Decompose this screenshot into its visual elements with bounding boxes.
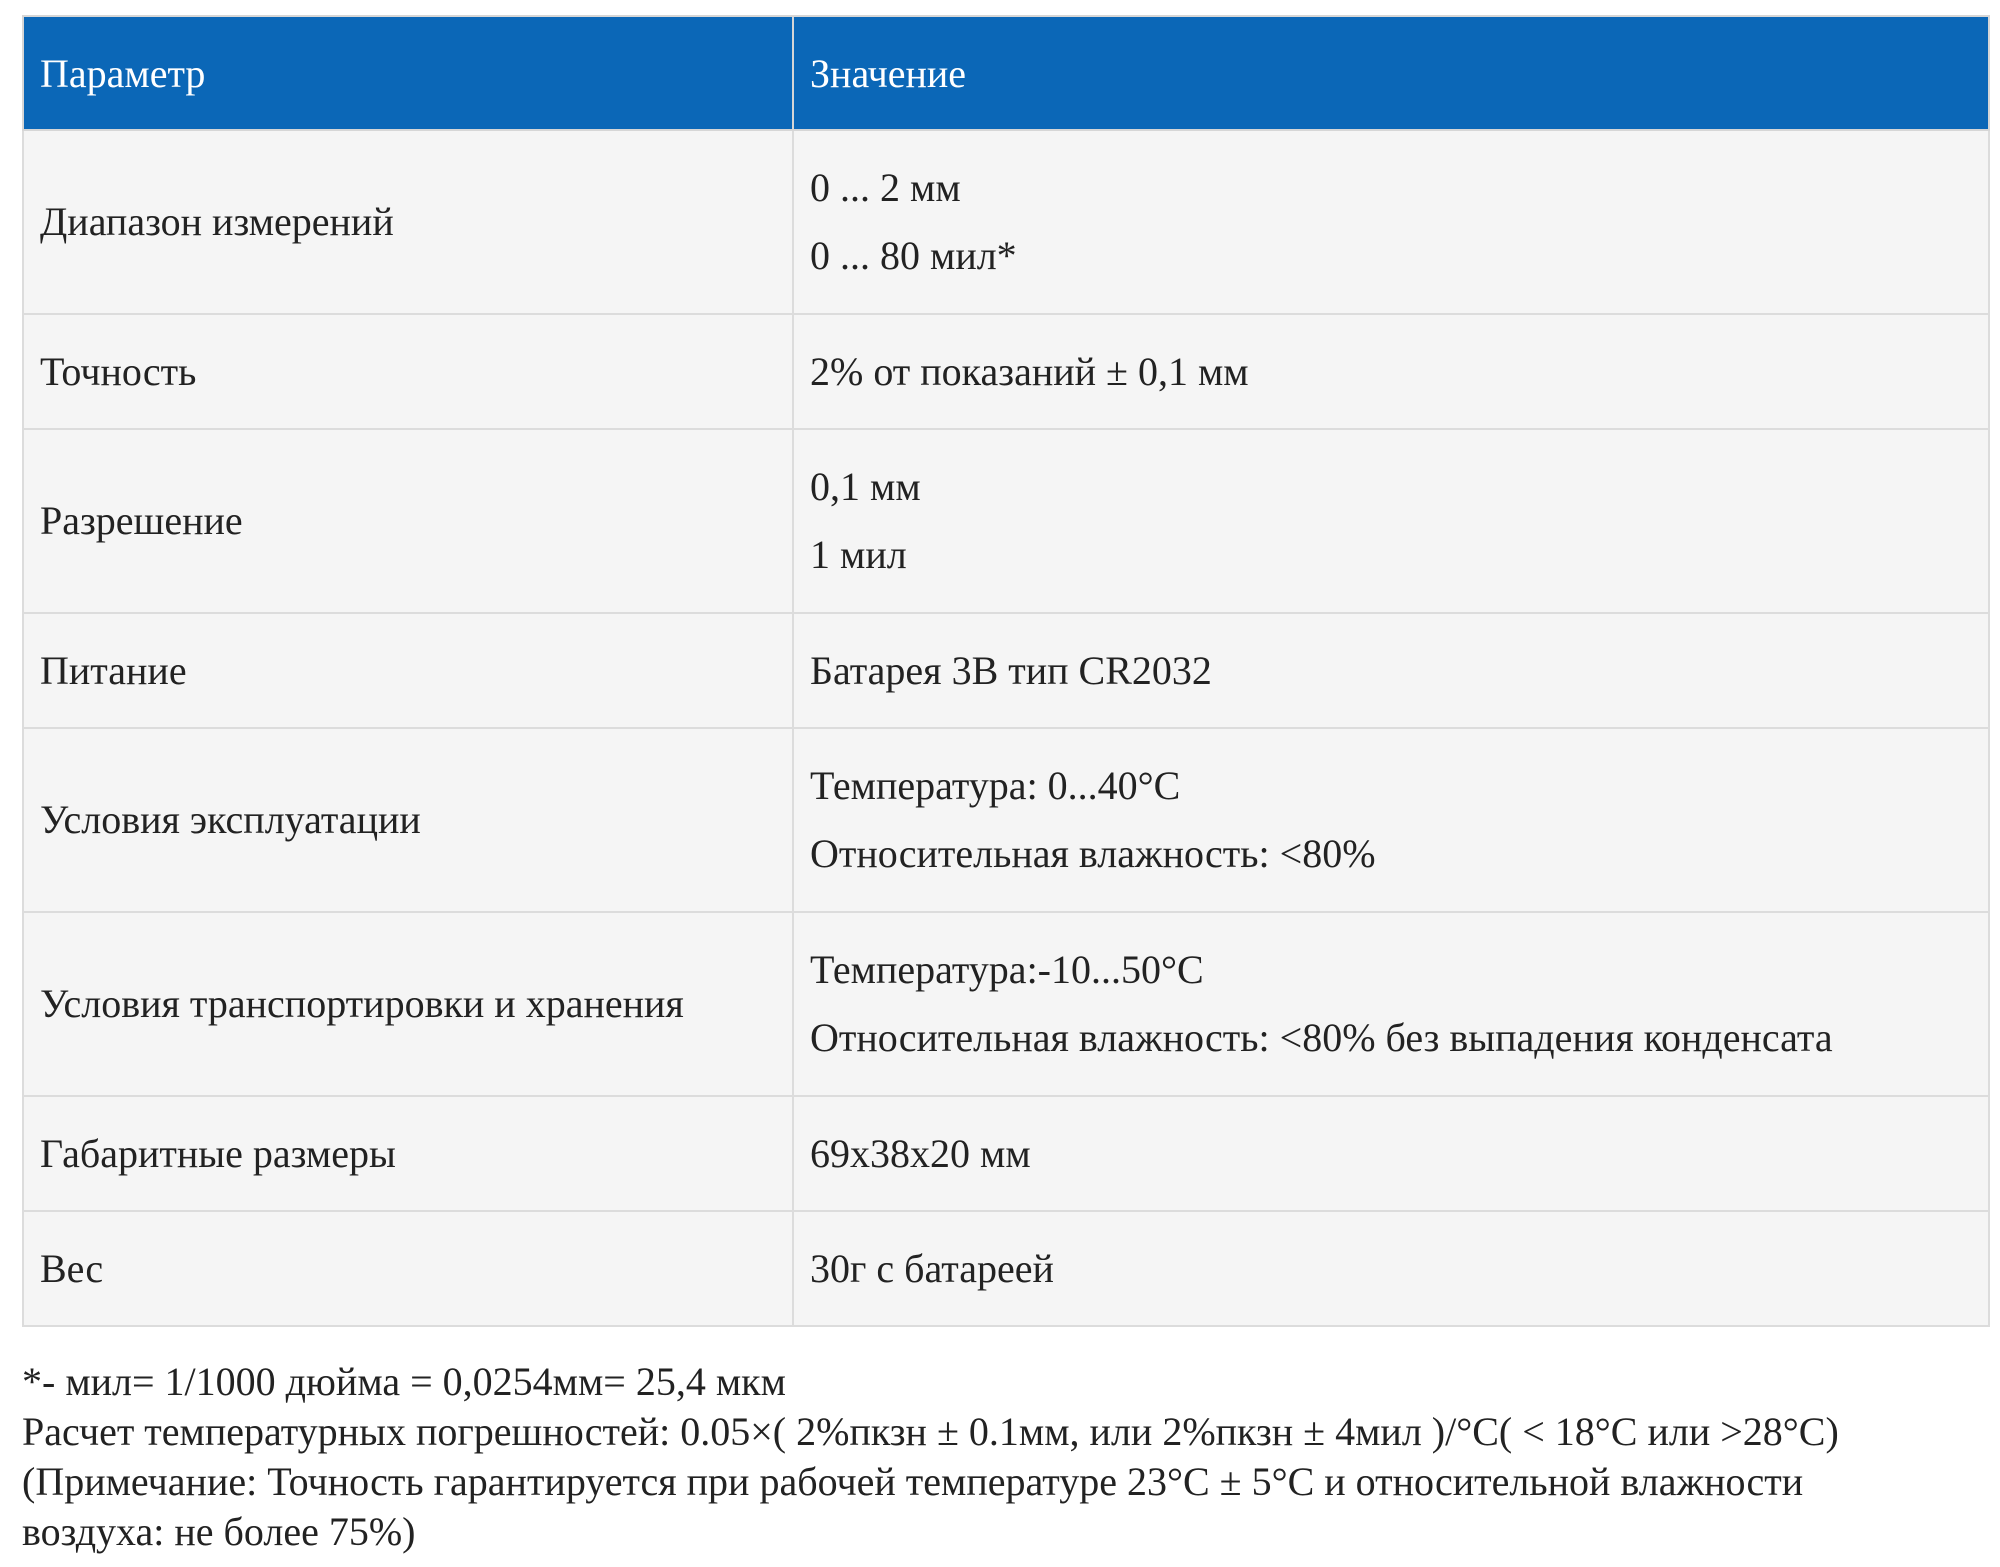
table-header-row [23,16,1989,130]
parameter-value [793,1211,1989,1326]
table-row [23,1211,1989,1326]
parameter-value [793,912,1989,1096]
parameter-name: Габаритные размеры [23,1096,793,1211]
value-line: Температура:-10...50°C [810,947,1204,992]
column-header-parameter: Параметр [23,16,793,130]
specifications-table [22,15,1990,1327]
parameter-value [793,728,1989,912]
parameter-name: Условия транспортировки и хранения [23,912,793,1096]
parameter-value [793,429,1989,613]
footnote-temperature-error: Расчет температурных погрешностей: 0.05×( 2%пкзн ± 0.1мм, или 2%пкзн ± 4мил )/°C( < 18°C или >28°C) [22,1409,1839,1454]
footnote-accuracy-note-continued: воздуха: не более 75%) [22,1509,416,1554]
value-line: 0 ... 2 мм [810,165,961,210]
value-line: Батарея 3В тип CR2032 [810,647,1212,693]
table-row [23,130,1989,314]
parameter-name: Вес [23,1211,793,1326]
footnote-mil-definition: *- мил= 1/1000 дюйма = 0,0254мм= 25,4 мкм [22,1359,786,1404]
value-line: 30г с батареей [810,1245,1054,1291]
table-row [23,728,1989,912]
footnotes [22,1357,1988,1557]
parameter-value [793,613,1989,728]
footnote-accuracy-note: (Примечание: Точность гарантируется при рабочей температуре 23°C ± 5°C и относительной влажности [22,1459,1804,1504]
table-row [23,912,1989,1096]
parameter-value [793,1096,1989,1211]
value-line: Относительная влажность: <80% [810,831,1376,876]
value-line: 0,1 мм [810,464,921,509]
value-line: 0 ... 80 мил* [810,233,1017,278]
parameter-value [793,130,1989,314]
value-line: 1 мил [810,532,907,577]
value-line: Температура: 0...40°C [810,763,1181,808]
table-row [23,1096,1989,1211]
column-header-value: Значение [793,16,1989,130]
parameter-value [793,314,1989,429]
value-line: Относительная влажность: <80% без выпадения конденсата [810,1015,1833,1060]
parameter-name: Питание [23,613,793,728]
parameter-name: Точность [23,314,793,429]
table-row [23,429,1989,613]
value-line: 69x38x20 мм [810,1130,1031,1176]
parameter-name: Диапазон измерений [23,130,793,314]
value-line: 2% от показаний ± 0,1 мм [810,348,1249,394]
table-row [23,613,1989,728]
parameter-name: Условия эксплуатации [23,728,793,912]
table-row [23,314,1989,429]
parameter-name: Разрешение [23,429,793,613]
